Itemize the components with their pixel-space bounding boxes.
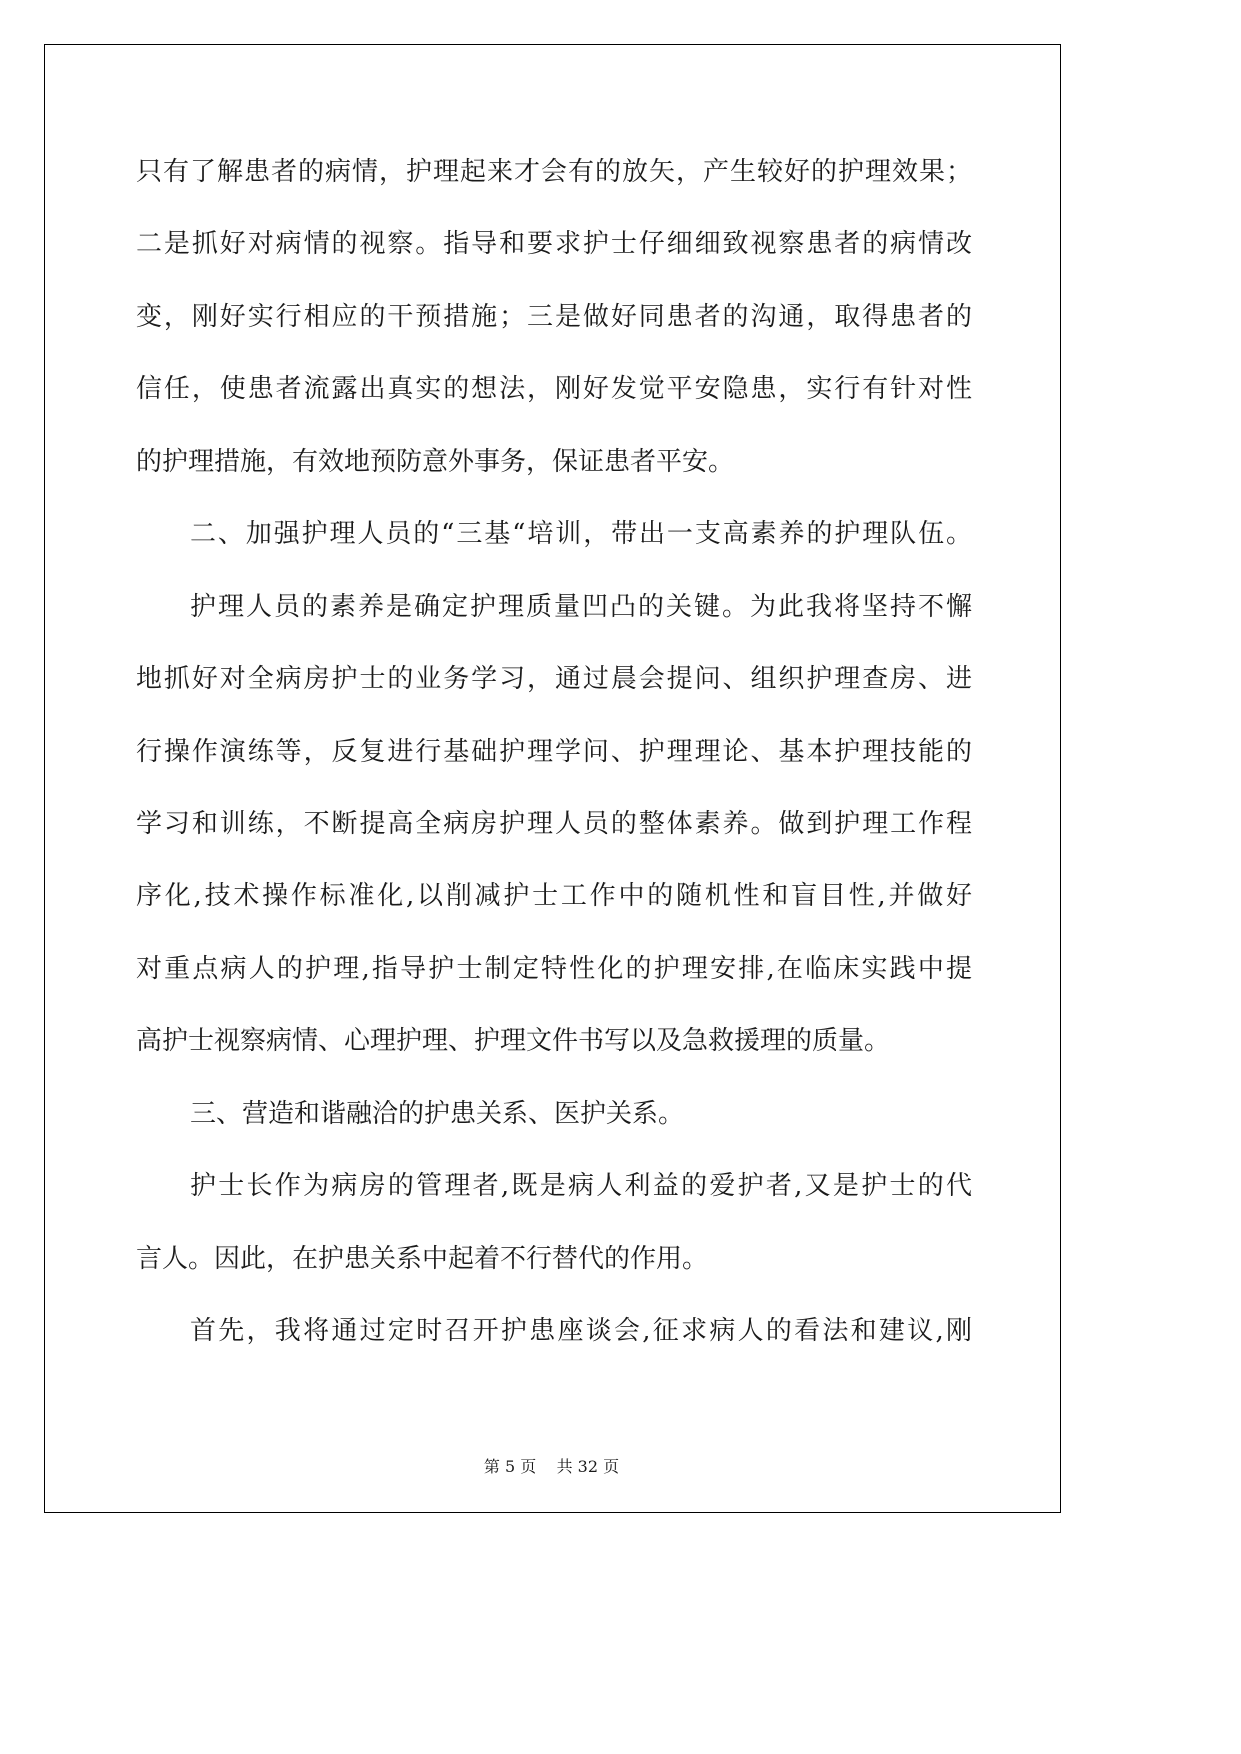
text-line-5: 的护理措施，有效地预防意外事务，保证患者平安。: [136, 447, 735, 477]
text-line-16: 言人。因此，在护患关系中起着不行替代的作用。: [136, 1244, 709, 1274]
text-line-13: 高护士视察病情、心理护理、护理文件书写以及急救援理的质量。: [136, 1026, 891, 1056]
text-line-12: 对重点病人的护理,指导护士制定特性化的护理安排,在临床实践中提: [136, 954, 972, 984]
page-number-footer: 第 5 页 共 32 页: [483, 1457, 620, 1476]
text-line-3: 变，刚好实行相应的干预措施；三是做好同患者的沟通，取得患者的: [136, 302, 972, 332]
text-line-10: 学习和训练，不断提高全病房护理人员的整体素养。做到护理工作程: [136, 809, 972, 839]
text-line-4: 信任，使患者流露出真实的想法，刚好发觉平安隐患，实行有针对性: [136, 374, 972, 404]
text-line-11: 序化,技术操作标准化,以削减护士工作中的随机性和盲目性,并做好: [136, 881, 972, 911]
text-line-15: 护士长作为病房的管理者,既是病人利益的爱护者,又是护士的代: [190, 1171, 972, 1201]
text-line-1: 只有了解患者的病情，护理起来才会有的放矢，产生较好的护理效果；: [136, 157, 972, 187]
text-line-9: 行操作演练等，反复进行基础护理学问、护理理论、基本护理技能的: [136, 737, 972, 767]
section-heading-2: 二、加强护理人员的“三基“培训，带出一支高素养的护理队伍。: [190, 519, 972, 549]
section-heading-3: 三、营造和谐融洽的护患关系、医护关系。: [190, 1099, 685, 1129]
text-line-17: 首先，我将通过定时召开护患座谈会,征求病人的看法和建议,刚: [190, 1316, 972, 1346]
text-line-8: 地抓好对全病房护士的业务学习，通过晨会提问、组织护理查房、进: [136, 664, 972, 694]
text-line-7: 护理人员的素养是确定护理质量凹凸的关键。为此我将坚持不懈: [190, 592, 972, 622]
text-line-2: 二是抓好对病情的视察。指导和要求护士仔细细致视察患者的病情改: [136, 229, 972, 259]
page-border: [44, 44, 1061, 1513]
